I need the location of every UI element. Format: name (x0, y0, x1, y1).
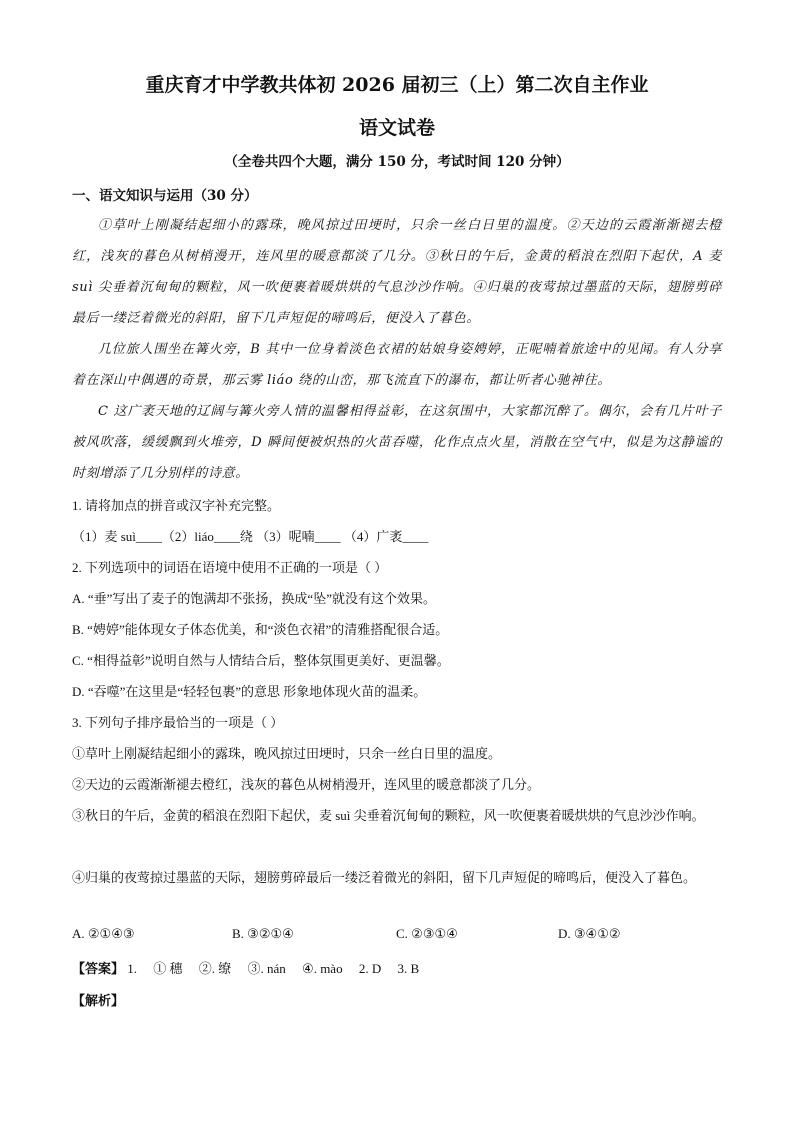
q3-sentence-4: ④归巢的夜莺掠过墨蓝的天际，翅膀剪碎最后一缕泛着微光的斜阳，留下几声短促的啼鸣后，便没入了暮色。 (72, 870, 697, 885)
q2-option-d: D. “吞噬”在这里是“轻轻包裹”的意思 形象地体现火苗的温柔。 (72, 684, 427, 699)
passage-paragraph-1: ①草叶上刚凝结起细小的露珠，晚风掠过田埂时，只余一丝白日里的温度。②天边的云霞渐渐褪去橙红，浅灰的暮色从树梢漫开，连风里的暖意都淡了几分。③秋日的午后，金黄的稻浪在烈阳下起伏，A 麦 suì 尖垂着沉甸甸的颗粒，风一吹便裹着暖烘烘的气息沙沙作响。④归巢的夜莺掠过墨蓝的天际，翅膀剪碎最后一缕泛着微光的斜阳，留下几声短促的啼鸣后，便没入了暮色。 (72, 218, 722, 326)
answer-content: 1. ① 穗 ②. 缭 ③. nán ④. mào 2. D 3. B (127, 961, 420, 976)
q3-sentence-2: ②天边的云霞渐渐褪去橙红，浅灰的暮色从树梢漫开，连风里的暖意都淡了几分。 (72, 777, 541, 792)
q3-sentence-1: ①草叶上刚凝结起细小的露珠，晚风掠过田埂时，只余一丝白日里的温度。 (72, 746, 502, 761)
answer-line (72, 958, 419, 977)
q3-option-c: C. ②③①④ (396, 926, 458, 941)
q1-items: （1）麦 suì____（2）liáo____绕 （3）呢喃____ （4）广袤____ (72, 529, 429, 544)
answer-tag: 【答案】 (72, 961, 125, 976)
q2-option-c: C. “相得益彰”说明自然与人情结合后，整体氛围更美好、更温馨。 (72, 653, 450, 668)
exam-subtitle: 语文试卷 (358, 117, 435, 139)
exam-title: 重庆育才中学教共体初 2026 届初三（上）第二次自主作业 (145, 74, 649, 96)
q2-stem: 2. 下列选项中的词语在语境中使用不正确的一项是（ ） (72, 560, 388, 575)
section-heading: 一、语文知识与运用（30 分） (72, 188, 258, 204)
q3-stem: 3. 下列句子排序最恰当的一项是（ ） (72, 715, 284, 730)
q3-sentence-3: ③秋日的午后，金黄的稻浪在烈阳下起伏，麦 suì 尖垂着沉甸甸的颗粒，风一吹便裹着暖烘烘的气息沙沙作响。 (72, 808, 705, 823)
q2-option-b: B. “娉婷”能体现女子体态优美，和“淡色衣裙”的清雅搭配很合适。 (72, 622, 449, 637)
q1-stem: 1. 请将加点的拼音或汉字补充完整。 (72, 498, 281, 513)
exam-note: （全卷共四个大题，满分 150 分，考试时间 120 分钟） (224, 154, 570, 170)
q3-option-d: D. ③④①② (558, 926, 621, 941)
q3-option-b: B. ③②①④ (232, 926, 294, 941)
passage-paragraph-3: C 这广袤天地的辽阔与篝火旁人情的温馨相得益彰，在这氛围中，大家都沉醉了。偶尔，会有几片叶子被风吹落，缓缓飘到火堆旁，D 瞬间便被炽热的火苗吞噬，化作点点火星，消散在空气中，似是为这静谧的时刻增添了几分别样的诗意。 (72, 404, 722, 481)
q2-option-a: A. “垂”写出了麦子的饱满却不张扬，换成“坠”就没有这个效果。 (72, 591, 436, 606)
analysis-tag: 【解析】 (72, 993, 125, 1008)
q3-option-a: A. ②①④③ (72, 926, 135, 941)
passage-paragraph-2: 几位旅人围坐在篝火旁，B 其中一位身着淡色衣裙的姑娘身姿娉婷，正呢喃着旅途中的见闻。有人分享着在深山中偶遇的奇景，那云雾 liáo 绕的山峦，那飞流直下的瀑布，都让听者心驰神往。 (72, 342, 722, 388)
